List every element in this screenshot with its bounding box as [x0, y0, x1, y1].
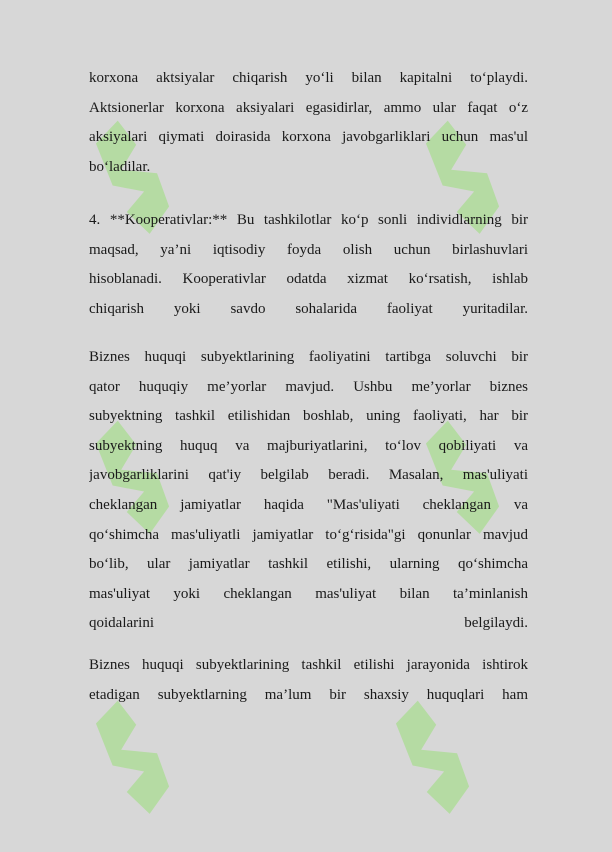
text-line: Biznes huquqi subyektlarining tashkil etilishi jarayonida ishtirok — [89, 657, 528, 673]
text-line: chiqarish yoki savdo sohalarida faoliyat yuritadilar. — [89, 300, 528, 317]
text-line: bo‘ladilar. — [89, 158, 151, 175]
paragraph-tashkil-etilishi — [89, 651, 528, 710]
text-line: mas'uliyat yoki cheklangan mas'uliyat bilan ta’minlanish — [89, 585, 528, 602]
text-line: cheklangan jamiyatlar haqida "Mas'uliyati cheklangan va — [89, 496, 528, 513]
text-line: bo‘lib, ular jamiyatlar tashkil etilishi, ularning qo‘shimcha — [89, 556, 528, 573]
text-line: hisoblanadi. Kooperativlar odatda xizmat ko‘rsatish, ishlab — [89, 271, 528, 288]
text-line: qoidalarini belgilaydi. — [89, 615, 528, 632]
text-line: qator huquqiy me’yorlar mavjud. Ushbu me’yorlar biznes — [89, 378, 528, 395]
text-line: subyektning tashkil etilishidan boshlab, uning faoliyati, har bir — [89, 408, 528, 425]
text-line: javobgarliklarini qat'iy belgilab beradi. Masalan, mas'uliyati — [89, 467, 528, 484]
paragraph-huquqiy-meyorlar — [89, 343, 528, 639]
text-line: etadigan subyektlarning ma’lum bir shaxsiy huquqlari ham — [89, 686, 528, 703]
text-line: subyektning huquq va majburiyatlarini, to‘lov qobiliyati va — [89, 437, 528, 454]
paragraph-aktsiyadorlik — [89, 64, 528, 182]
text-line: maqsad, ya’ni iqtisodiy foyda olish uchun birlashuvlari — [89, 241, 528, 258]
text-line: Aktsionerlar korxona aksiyalari egasidirlar, ammo ular faqat o‘z — [89, 99, 528, 116]
text-line: qo‘shimcha mas'uliyatli jamiyatlar to‘g‘risida"gi qonunlar mavjud — [89, 526, 528, 543]
paragraph-kooperativlar — [89, 206, 528, 324]
text-line: 4. **Kooperativlar:** Bu tashkilotlar ko‘p sonli individlarning bir — [89, 212, 528, 228]
text-line: korxona aktsiyalar chiqarish yo‘li bilan kapitalni to‘playdi. — [89, 70, 528, 86]
text-line: aksiyalari qiymati doirasida korxona javobgarliklari uchun mas'ul — [89, 129, 528, 146]
text-line: Biznes huquqi subyektlarining faoliyatini tartibga soluvchi bir — [89, 349, 528, 365]
